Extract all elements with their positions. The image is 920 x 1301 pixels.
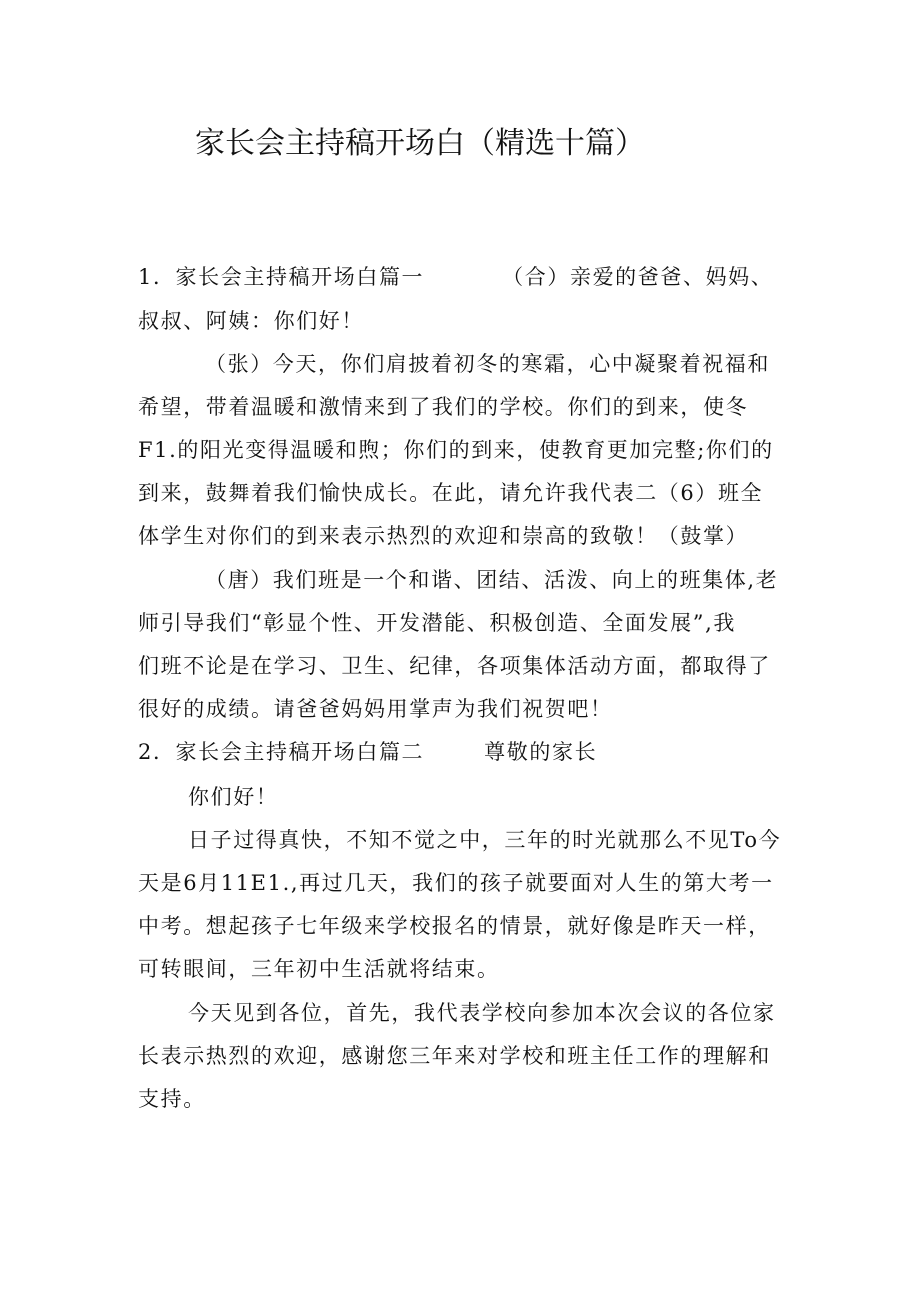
paragraph-line: 到来，鼓舞着我们愉快成长。在此，请允许我代表二（6）班全 [138, 481, 764, 505]
paragraph-line: （张）今天，你们肩披着初冬的寒霜，心中凝聚着祝福和 [205, 352, 770, 376]
paragraph-line: 中考。想起孩子七年级来学校报名的情景，就好像是昨天一样， [138, 914, 771, 938]
section-1-lead: （合）亲爱的爸爸、妈妈、 [502, 265, 774, 289]
paragraph-line: 希望，带着温暖和激情来到了我们的学校。你们的到来，使冬 [138, 395, 749, 419]
paragraph-line: F1.的阳光变得温暖和煦；你们的到来，使教育更加完整;你们的 [138, 438, 774, 462]
section-1-heading-line [138, 262, 773, 292]
section-2-lead: 尊敬的家长 [484, 740, 598, 764]
paragraph-line: 长表示热烈的欢迎，感谢您三年来对学校和班主任工作的理解和 [138, 1044, 771, 1068]
paragraph-line: 体学生对你们的到来表示热烈的欢迎和崇高的致敬！（鼓掌） [138, 524, 749, 548]
paragraph-line: 很好的成绩。请爸爸妈妈用掌声为我们祝贺吧！ [138, 697, 613, 721]
paragraph-line: 日子过得真快，不知不觉之中，三年的时光就那么不见To今 [188, 828, 782, 852]
section-2-heading-line [138, 737, 597, 767]
paragraph-line: 今天见到各位，首先，我代表学校向参加本次会议的各位家 [188, 1001, 776, 1025]
section-2-heading: 2．家长会主持稿开场白篇二 [138, 740, 425, 764]
paragraph-line: 们班不论是在学习、卫生、纪律，各项集体活动方面，都取得了 [138, 654, 771, 678]
paragraph-line: 支持。 [138, 1087, 206, 1111]
section-1-heading: 1．家长会主持稿开场白篇一 [138, 265, 425, 289]
paragraph-line: 师引导我们“彰显个性、开发潜能、积极创造、全面发展”,我 [138, 611, 736, 635]
paragraph-line: 你们好！ [188, 785, 279, 809]
paragraph-line: 天是6月11E1.,再过几天，我们的孩子就要面对人生的第大考一 [138, 871, 774, 895]
document-title: 家长会主持稿开场白（精选十篇） [195, 126, 645, 161]
paragraph-line: 叔叔、阿姨：你们好！ [138, 309, 364, 333]
paragraph-line: 可转眼间，三年初中生活就将结束。 [138, 957, 500, 981]
paragraph-line: （唐）我们班是一个和谐、团结、活泼、向上的班集体,老 [205, 568, 779, 592]
